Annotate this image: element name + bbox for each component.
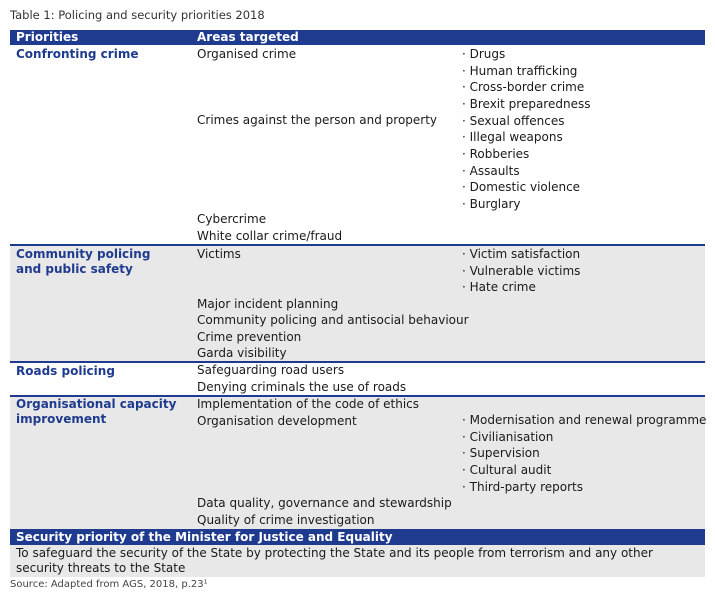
area-item: Garda visibility <box>197 346 287 360</box>
subitems-organisational-capacity <box>462 412 706 495</box>
subitems-confronting-crime <box>462 46 590 213</box>
sub-item: · Assaults <box>462 163 520 178</box>
sub-item: · Modernisation and renewal programme <box>462 413 707 427</box>
security-priority-text: To safeguard the security of the State by protecting the State and its people from terrorism and any other security threats to the State <box>16 546 653 575</box>
priority-organisational-capacity: Organisational capacity improvement <box>16 397 177 426</box>
sub-item: · Third-party reports <box>462 479 583 494</box>
security-priority-title: Security priority of the Minister for Justice and Equality <box>16 530 393 544</box>
area-item: Crimes against the person and property <box>197 113 438 127</box>
sub-item: · Sexual offences <box>462 113 565 128</box>
area-item: White collar crime/fraud <box>197 228 343 243</box>
area-item: Organised crime <box>197 47 297 61</box>
sub-item: · Human trafficking <box>462 63 578 78</box>
area-item: Quality of crime investigation <box>197 512 375 527</box>
sub-item: · Drugs <box>462 47 506 61</box>
source-note: Source: Adapted from AGS, 2018, p.23¹ <box>10 579 208 590</box>
area-item: Organisation development <box>197 413 357 428</box>
area-item: Data quality, governance and stewardship <box>197 496 452 510</box>
area-item: Implementation of the code of ethics <box>197 397 419 411</box>
subitems-community-policing <box>462 246 580 296</box>
security-priority-header <box>10 529 705 545</box>
sub-item: · Hate crime <box>462 280 536 295</box>
sub-item: · Domestic violence <box>462 180 581 195</box>
sub-item: · Cross-border crime <box>462 80 585 95</box>
area-item: Cybercrime <box>197 212 267 226</box>
area-item: Victims <box>197 247 241 261</box>
priority-confronting-crime: Confronting crime <box>16 47 139 61</box>
table-header <box>10 30 705 45</box>
sub-item: · Cultural audit <box>462 462 552 477</box>
area-item: Safeguarding road users <box>197 363 345 377</box>
sub-item: · Victim satisfaction <box>462 247 581 261</box>
header-areas-targeted: Areas targeted <box>197 30 299 44</box>
areas-organisational-capacity <box>197 396 452 528</box>
sub-item: · Illegal weapons <box>462 130 563 145</box>
sub-item: · Brexit preparedness <box>462 96 591 111</box>
area-item: Denying criminals the use of roads <box>197 379 407 394</box>
header-priorities: Priorities <box>16 30 79 44</box>
priority-community-policing: Community policing and public safety <box>16 247 151 276</box>
sub-item: · Civilianisation <box>462 429 554 444</box>
areas-confronting-crime <box>197 46 437 244</box>
sub-item: · Burglary <box>462 196 521 211</box>
area-item: Community policing and antisocial behaviour <box>197 313 469 327</box>
area-item: Major incident planning <box>197 296 339 311</box>
priority-roads-policing: Roads policing <box>16 364 115 378</box>
area-item: Crime prevention <box>197 329 302 344</box>
areas-community-policing <box>197 246 469 362</box>
sub-item: · Vulnerable victims <box>462 263 581 278</box>
sub-item: · Supervision <box>462 446 540 461</box>
sub-item: · Robberies <box>462 146 530 161</box>
table-caption: Table 1: Policing and security priorities 2018 <box>10 8 265 22</box>
areas-roads-policing <box>197 362 406 395</box>
security-priority-body <box>10 545 705 577</box>
